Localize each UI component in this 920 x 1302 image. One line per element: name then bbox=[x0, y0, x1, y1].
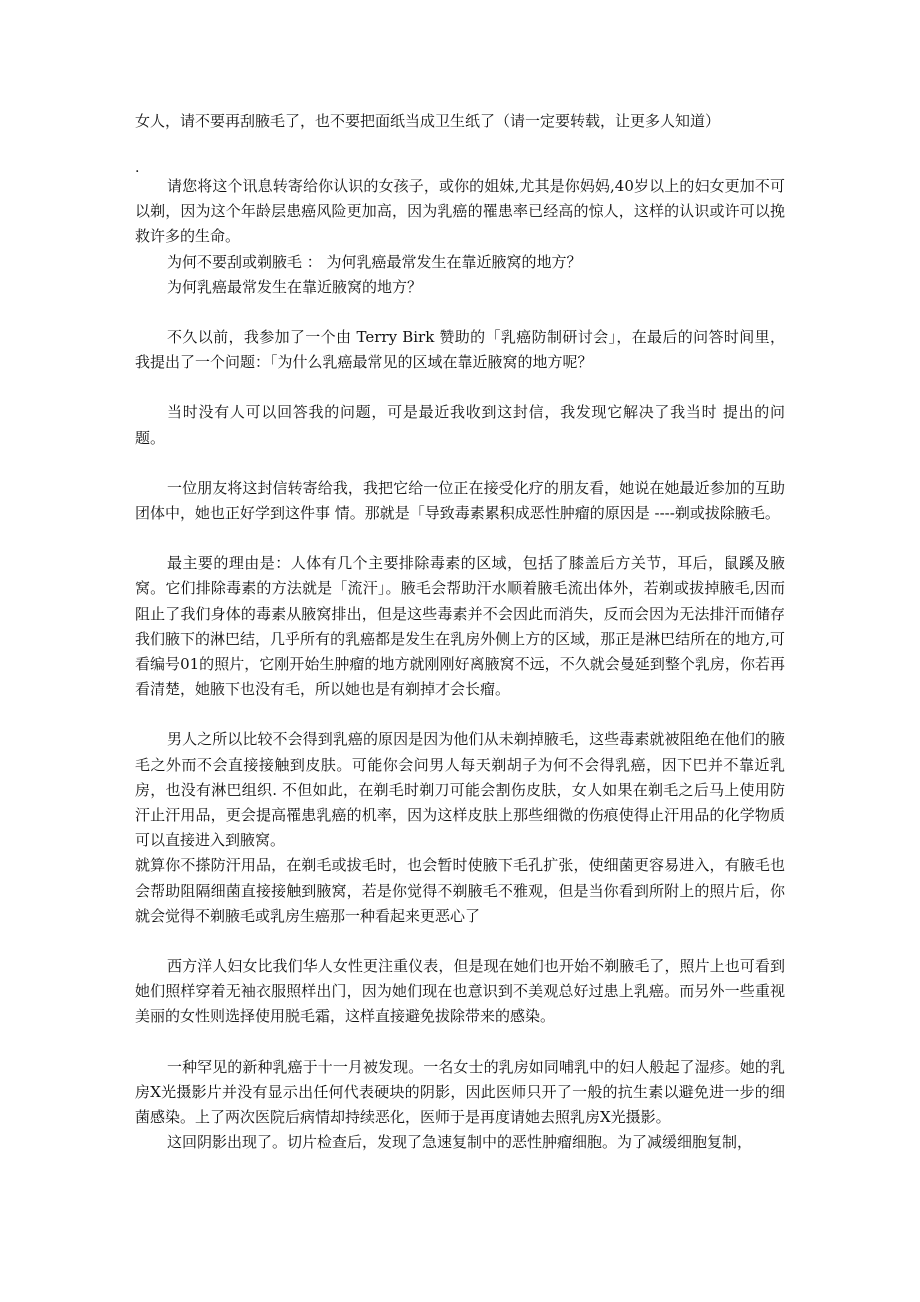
spacer bbox=[135, 1030, 785, 1055]
paragraph-question-2: 为何乳癌最常发生在靠近腋窝的地方？ bbox=[167, 277, 423, 296]
paragraph-seminar: 不久以前，我参加了一个由 Terry Birk 赞助的「乳癌防制研讨会」，在最后的问答时间里，我提出了一个问题：「为什么乳癌最常见的区域在靠近腋窝的地方呢？ bbox=[135, 328, 785, 372]
paragraph-question-1: 为何不要刮或剃腋毛 ： 为何乳癌最常发生在靠近腋窝的地方？ bbox=[167, 252, 582, 271]
spacer bbox=[135, 375, 785, 400]
bullet-marker: . bbox=[135, 160, 140, 176]
paragraph-main-reason: 最主要的理由是：人体有几个主要排除毒素的区域，包括了膝盖后方关节，耳后，鼠蹊及腋窝。它们排除毒素的方法就是「流汗」。腋毛会帮助汗水顺着腋毛流出体外，若剃或拔掉腋毛,因而阻止了我们身体的毒素从腋窝排出，但是这些毒素并不会因此而消失，反而会因为无法排汗而储存我们腋下的淋巴结，几乎所有的乳癌都是发生在乳房外侧上方的区域，那正是淋巴结所在的地方,可看编号01的照片，它刚开始生肿瘤的地方就刚刚好离腋窝不远，不久就会曼延到整个乳房，你若再看清楚，她腋下也没有毛，所以她也是有剃掉才会长瘤。 bbox=[135, 554, 785, 699]
paragraph-rare-cancer: 一种罕见的新种乳癌于十一月被发现。一名女士的乳房如同哺乳中的妇人般起了湿疹。她的乳房X光摄影片并没有显示出任何代表硬块的阴影，因此医师只开了一般的抗生素以避免进一步的细菌感染。上了两次医院后病情却持续恶化，医师于是再度请她去照乳房X光摄影。 bbox=[135, 1057, 785, 1127]
paragraph-western: 西方洋人妇女比我们华人女性更注重仪表，但是现在她们也开始不剃腋毛了，照片上也可看到她们照样穿着无袖衣服照样出门，因为她们现在也意识到不美观总好过患上乳癌。而另外一些重视美丽的女性则选择使用脱毛霜，这样直接避免拔除带来的感染。 bbox=[135, 957, 785, 1026]
spacer bbox=[135, 929, 785, 954]
paragraph-friend: 一位朋友将这封信转寄给我，我把它给一位正在接受化疗的朋友看，她说在她最近参加的互助团体中，她也正好学到这件事 情。那就是「导致毒素累积成恶性肿瘤的原因是 ----剃或拔除腋毛。 bbox=[135, 478, 785, 523]
paragraph-intro: 请您将这个讯息转寄给你认识的女孩子，或你的姐妹,尤其是你妈妈,40岁以上的妇女更加不可以剃，因为这个年龄层患癌风险更加高，因为乳癌的罹患率已经高的惊人，这样的认识或许可以挽救许多的生命。 bbox=[135, 177, 785, 246]
paragraph-shadow: 这回阴影出现了。切片检查后，发现了急速复制中的恶性肿瘤细胞。为了减缓细胞复制， bbox=[167, 1133, 753, 1152]
paragraph-no-answer: 当时没有人可以回答我的问题，可是最近我收到这封信，我发现它解决了我当时 提出的问题。 bbox=[135, 403, 785, 447]
paragraph-men: 男人之所以比较不会得到乳癌的原因是因为他们从未剃掉腋毛，这些毒素就被阻绝在他们的腋毛之外而不会直接接触到皮肤。可能你会问男人每天剃胡子为何不会得乳癌，因下巴并不靠近乳房，也没有淋巴组织. 不但如此，在剃毛时剃刀可能会割伤皮肤，女人如果在剃毛之后马上使用防汗止汗用品，更会提高罹患乳癌的机率，因为这样皮肤上那些细微的伤痕使得止汗用品的化学物质可以直接进入到腋窝。 bbox=[135, 730, 785, 850]
spacer bbox=[135, 451, 785, 476]
paragraph-antiperspirant: 就算你不搽防汗用品，在剃毛或拔毛时，也会暂时使腋下毛孔扩张，使细菌更容易进入，有腋毛也会帮助阻隔细菌直接接触到腋窝，若是你觉得不剃腋毛不雅观，但是当你看到所附上的照片后，你就会觉得不剃腋毛或乳房生癌那一种看起来更恶心了 bbox=[135, 856, 785, 925]
spacer bbox=[135, 526, 785, 551]
spacer bbox=[135, 702, 785, 727]
spacer bbox=[135, 300, 785, 325]
document-title: 女人，请不要再刮腋毛了，也不要把面纸当成卫生纸了（请一定要转载，让更多人知道） bbox=[135, 112, 721, 130]
document-page bbox=[135, 108, 785, 1156]
